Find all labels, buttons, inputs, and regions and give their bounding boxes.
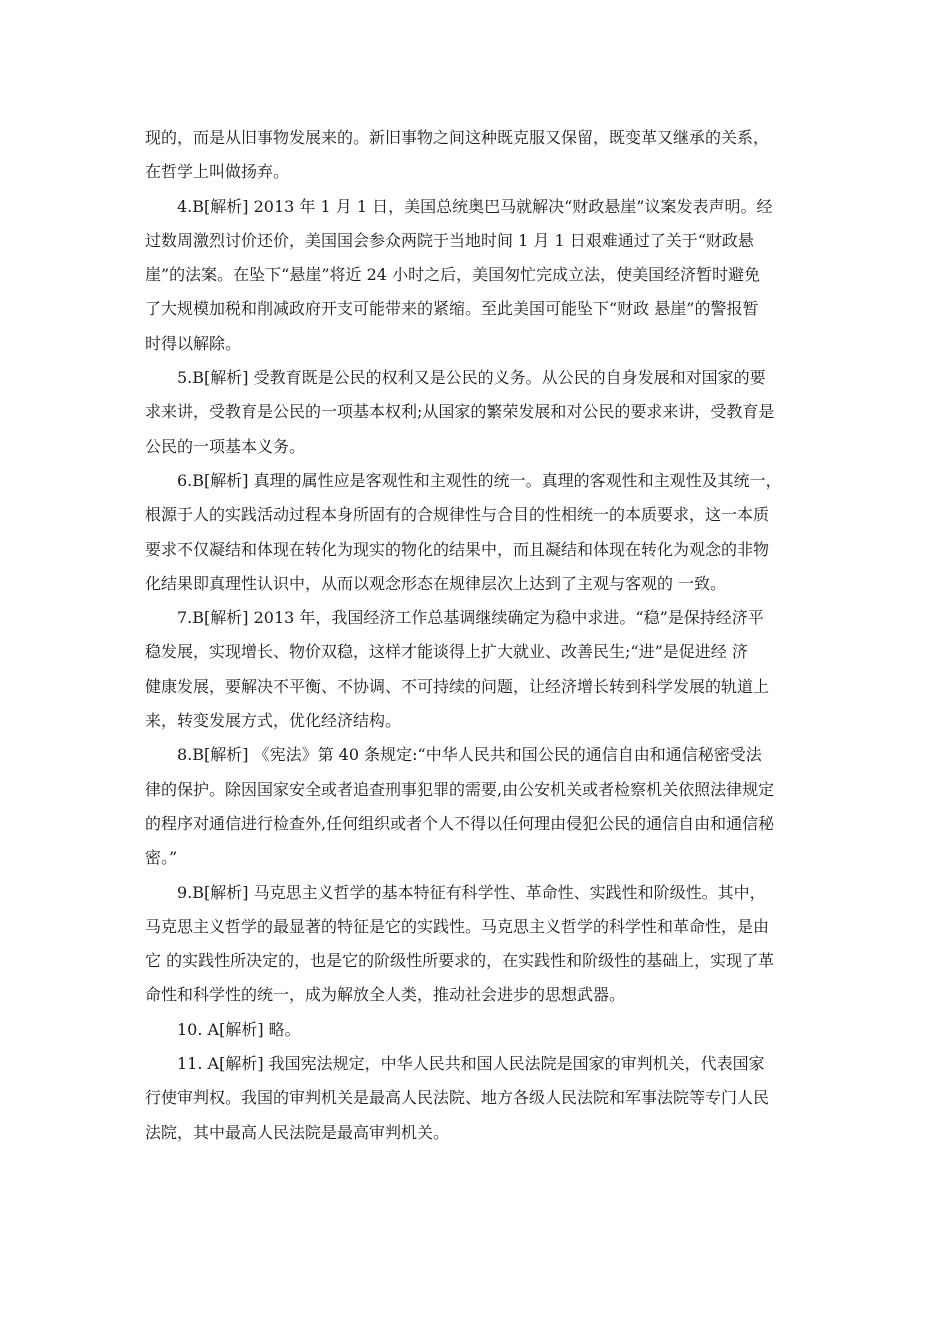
text-line: 它 的实践性所决定的，也是它的阶级性所要求的，在实践性和阶级性的基础上，实现了革 bbox=[145, 951, 775, 971]
explanation-q10 bbox=[145, 1013, 815, 1047]
text-line: 法院，其中最高人民法院是最高审判机关。 bbox=[145, 1122, 450, 1142]
text-line: 稳发展，实现增长、物价双稳，这样才能谈得上扩大就业、改善民生;“进”是促进经 济 bbox=[145, 642, 748, 662]
text-line: 了大规模加税和削减政府开支可能带来的紧缩。至此美国可能坠下“财政 悬崖”的警报暂 bbox=[145, 299, 759, 319]
text-line: 4.B[解析] 2013 年 1 月 1 日，美国总统奥巴马就解决“财政悬崖”议案发表声明。经 bbox=[177, 196, 773, 216]
text-line: 崖”的法案。在坠下“悬崖”将近 24 小时之后，美国匆忙完成立法，使美国经济暂时避免 bbox=[145, 265, 761, 285]
text-line: 行使审判权。我国的审判机关是最高人民法院、地方各级人民法院和军事法院等专门人民 bbox=[145, 1088, 770, 1108]
text-line: 6.B[解析] 真理的属性应是客观性和主观性的统一。真理的客观性和主观性及其统一， bbox=[177, 470, 782, 490]
answer-explanations bbox=[145, 121, 815, 1150]
text-line: 10. A[解析] 略。 bbox=[177, 1019, 301, 1039]
text-line: 命性和科学性的统一，成为解放全人类，推动社会进步的思想武器。 bbox=[145, 985, 626, 1005]
explanation-q7 bbox=[145, 601, 815, 738]
text-line: 9.B[解析] 马克思主义哲学的基本特征有科学性、革命性、实践性和阶级性。其中， bbox=[177, 882, 766, 902]
text-line: 健康发展，要解决不平衡、不协调、不可持续的问题，让经济增长转到科学发展的轨道上 bbox=[145, 676, 770, 696]
text-line: 公民的一项基本义务。 bbox=[145, 436, 306, 456]
text-line: 现的，而是从旧事物发展来的。新旧事物之间这种既克服又保留，既变革又继承的关系， bbox=[145, 128, 770, 147]
text-line: 密。” bbox=[145, 848, 178, 868]
explanation-q4 bbox=[145, 190, 815, 361]
text-line: 8.B[解析] 《宪法》第 40 条规定:“中华人民共和国公民的通信自由和通信秘密受法 bbox=[177, 745, 762, 765]
text-line: 11. A[解析] 我国宪法规定，中华人民共和国人民法院是国家的审判机关，代表国家 bbox=[177, 1054, 765, 1074]
text-line: 马克思主义哲学的最显著的特征是它的实践性。马克思主义哲学的科学性和革命性，是由 bbox=[145, 916, 770, 936]
text-line: 求来讲，受教育是公民的一项基本权利;从国家的繁荣发展和对公民的要求来讲，受教育是 bbox=[145, 402, 775, 422]
text-line: 律的保护。除因国家安全或者追查刑事犯罪的需要,由公安机关或者检察机关依照法律规定 bbox=[145, 779, 775, 799]
explanation-q6 bbox=[145, 464, 815, 601]
text-line: 来，转变发展方式，优化经济结构。 bbox=[145, 711, 402, 731]
explanation-q9 bbox=[145, 876, 815, 1013]
text-line: 根源于人的实践活动过程本身所固有的合规律性与合目的性相统一的本质要求，这一本质 bbox=[145, 505, 770, 525]
text-line: 要求不仅凝结和体现在转化为现实的物化的结果中，而且凝结和体现在转化为观念的非物 bbox=[145, 539, 770, 559]
explanation-q8 bbox=[145, 738, 815, 875]
explanation-q5 bbox=[145, 361, 815, 464]
text-line: 5.B[解析] 受教育既是公民的权利又是公民的义务。从公民的自身发展和对国家的要 bbox=[177, 368, 766, 388]
explanation-q11 bbox=[145, 1047, 815, 1150]
text-line: 化结果即真理性认识中，从而以观念形态在规律层次上达到了主观与客观的 一致。 bbox=[145, 573, 727, 593]
text-line: 7.B[解析] 2013 年，我国经济工作总基调继续确定为稳中求进。“稳”是保持经济平 bbox=[177, 608, 764, 628]
text-line: 的程序对通信进行检查外,任何组织或者个人不得以任何理由侵犯公民的通信自由和通信秘 bbox=[145, 813, 775, 833]
paragraph-continuation bbox=[145, 121, 815, 190]
text-line: 过数周激烈讨价还价，美国国会参众两院于当地时间 1 月 1 日艰难通过了关于“财政悬 bbox=[145, 230, 754, 250]
text-line: 在哲学上叫做扬弃。 bbox=[145, 162, 290, 182]
text-line: 时得以解除。 bbox=[145, 333, 242, 353]
